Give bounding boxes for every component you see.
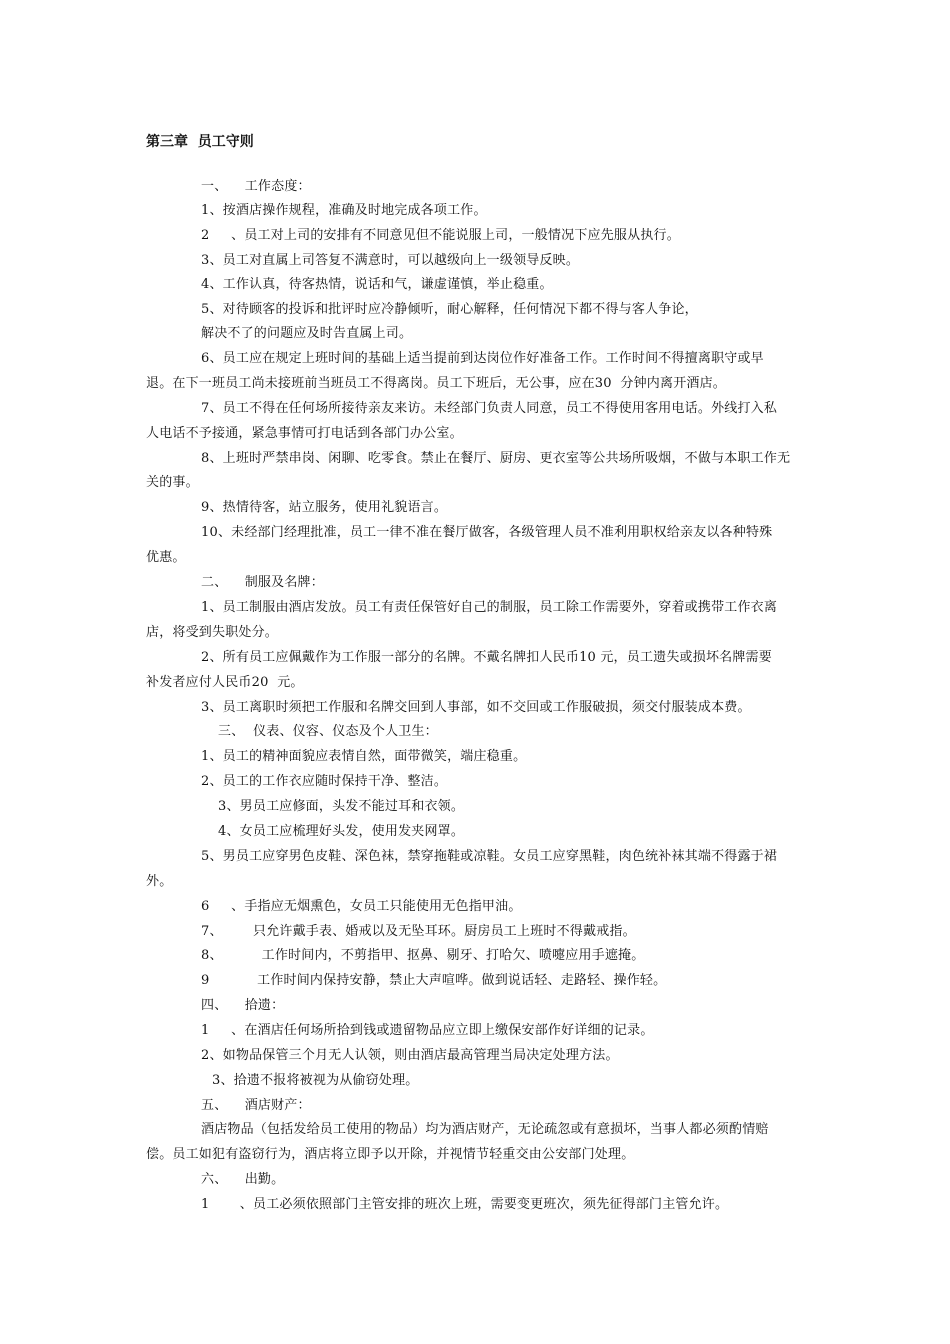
paragraph-line: 1 、员工必须依照部门主管安排的班次上班，需要变更班次，须先征得部门主管允许。 [201, 1197, 729, 1212]
paragraph-line: 4、工作认真，待客热情，说话和气，谦虚谨慎，举止稳重。 [201, 277, 553, 292]
paragraph-line: 偿。员工如犯有盗窃行为，酒店将立即予以开除，并视情节轻重交由公安部门处理。 [146, 1147, 635, 1162]
paragraph-line: 3、男员工应修面，头发不能过耳和衣领。 [218, 799, 465, 814]
paragraph-line: 6 、手指应无烟熏色，女员工只能使用无色指甲油。 [201, 899, 522, 914]
paragraph-line: 10、未经部门经理批准，员工一律不准在餐厅做客，各级管理人员不准利用职权给亲友以各种特殊 [201, 525, 773, 540]
section-heading: 六、 出勤。 [201, 1172, 285, 1187]
paragraph-line: 人电话不予接通，紧急事情可打电话到各部门办公室。 [146, 426, 463, 441]
paragraph-line: 酒店物品（包括发给员工使用的物品）均为酒店财产，无论疏忽或有意损坏，当事人都必须酌情赔 [201, 1122, 769, 1137]
paragraph-line: 店，将受到失职处分。 [146, 625, 279, 640]
paragraph-line: 8、上班时严禁串岗、闲聊、吃零食。禁止在餐厅、厨房、更衣室等公共场所吸烟，不做与本职工作无 [201, 451, 791, 466]
paragraph-line: 退。在下一班员工尚未接班前当班员工不得离岗。员工下班后，无公事，应在30 分钟内离开酒店。 [146, 376, 727, 391]
paragraph-line: 2、所有员工应佩戴作为工作服一部分的名牌。不戴名牌扣人民币10 元，员工遗失或损坏名牌需要 [201, 650, 772, 665]
paragraph-line: 补发者应付人民币20 元。 [146, 675, 304, 690]
paragraph-line: 3、员工离职时须把工作服和名牌交回到人事部，如不交回或工作服破损，须交付服装成本费。 [201, 700, 751, 715]
paragraph-line: 8、 工作时间内，不剪指甲、抠鼻、剔牙、打哈欠、喷嚏应用手遮掩。 [201, 948, 645, 963]
paragraph-line: 9 工作时间内保持安静，禁止大声喧哗。做到说话轻、走路轻、操作轻。 [201, 973, 667, 988]
paragraph-line: 9、热情待客，站立服务，使用礼貌语言。 [201, 500, 448, 515]
section-heading: 五、 酒店财产： [201, 1098, 311, 1113]
paragraph-line: 2、员工的工作衣应随时保持干净、整洁。 [201, 774, 448, 789]
paragraph-line: 3、拾遗不报将被视为从偷窃处理。 [212, 1073, 419, 1088]
section-heading: 四、 拾遗： [201, 998, 285, 1013]
paragraph-line: 关的事。 [146, 475, 199, 490]
chapter-title: 第三章 员工守则 [146, 134, 254, 150]
paragraph-line: 外。 [146, 874, 173, 889]
paragraph-line: 1 、在酒店任何场所拾到钱或遗留物品应立即上缴保安部作好详细的记录。 [201, 1023, 654, 1038]
paragraph-line: 2、如物品保管三个月无人认领，则由酒店最高管理当局决定处理方法。 [201, 1048, 619, 1063]
paragraph-line: 3、员工对直属上司答复不满意时，可以越级向上一级领导反映。 [201, 253, 580, 268]
paragraph-line: 优惠。 [146, 550, 186, 565]
section-heading: 一、 工作态度： [201, 179, 311, 194]
paragraph-line: 解决不了的问题应及时告直属上司。 [201, 326, 413, 341]
paragraph-line: 7、 只允许戴手表、婚戒以及无坠耳环。厨房员工上班时不得戴戒指。 [201, 924, 636, 939]
section-heading: 二、 制服及名牌： [201, 575, 324, 590]
paragraph-line: 5、对待顾客的投诉和批评时应冷静倾听，耐心解释，任何情况下都不得与客人争论， [201, 302, 698, 317]
paragraph-line: 5、男员工应穿男色皮鞋、深色袜，禁穿拖鞋或凉鞋。女员工应穿黑鞋，肉色统补袜其端不得露于裙 [201, 849, 778, 864]
paragraph-line: 1、员工制服由酒店发放。员工有责任保管好自己的制服，员工除工作需要外，穿着或携带工作衣离 [201, 600, 778, 615]
paragraph-line: 1、员工的精神面貌应表情自然，面带微笑，端庄稳重。 [201, 749, 527, 764]
paragraph-line: 6、员工应在规定上班时间的基础上适当提前到达岗位作好准备工作。工作时间不得擅离职守或早 [201, 351, 764, 366]
paragraph-line: 1、按酒店操作规程，准确及时地完成各项工作。 [201, 203, 487, 218]
paragraph-line: 7、员工不得在任何场所接待亲友来访。未经部门负责人同意，员工不得使用客用电话。外线打入私 [201, 401, 778, 416]
section-heading: 三、 仪表、仪容、仪态及个人卫生： [218, 724, 438, 739]
paragraph-line: 2 、员工对上司的安排有不同意见但不能说服上司，一般情况下应先服从执行。 [201, 228, 680, 243]
paragraph-line: 4、女员工应梳理好头发，使用发夹网罩。 [218, 824, 465, 839]
